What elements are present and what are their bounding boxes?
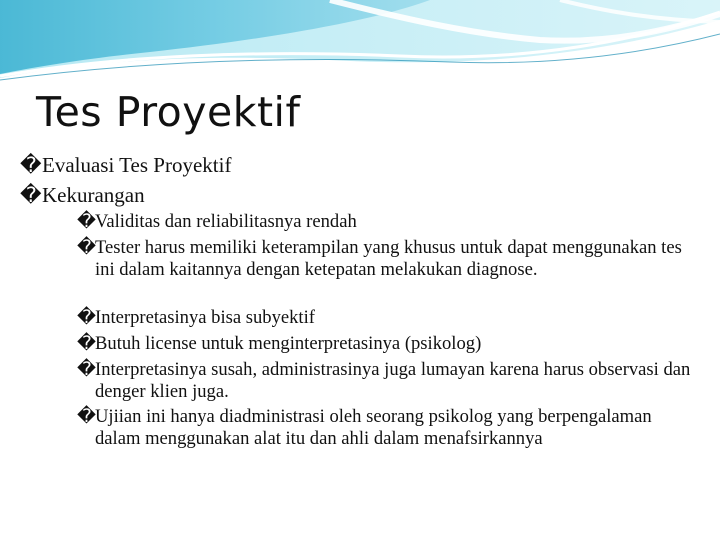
sub-list-item (77, 359, 697, 403)
sub-list-item-text: Tester harus memiliki keterampilan yang khusus untuk dapat menggunakan tes ini dalam kaitannya dengan ketepatan melakukan diagnose. (95, 237, 682, 280)
list-item (20, 183, 145, 207)
list-item-text: Kekurangan (42, 183, 145, 207)
list-item (20, 153, 231, 177)
sub-list-item-text: Interpretasinya susah, administrasinya juga lumayan karena harus observasi dan denger klien juga. (95, 359, 691, 402)
sub-bullet-icon: � (77, 359, 97, 380)
sub-list-item-text: Validitas dan reliabilitasnya rendah (95, 211, 357, 232)
sub-list-item (77, 237, 697, 281)
bullet-icon: � (20, 153, 42, 177)
list-item-text: Evaluasi Tes Proyektif (42, 153, 232, 177)
sub-bullet-icon: � (77, 211, 97, 232)
sub-list-item (77, 307, 697, 329)
sub-list-item-text: Interpretasinya bisa subyektif (95, 307, 315, 328)
sub-list-item (77, 211, 697, 233)
sub-list-item-text: Ujiian ini hanya diadministrasi oleh seorang psikolog yang berpengalaman dalam menggunakan alat itu dan ahli dalam menafsirkannya (95, 406, 652, 449)
sub-list-item (77, 333, 697, 355)
sub-list-item-text: Butuh license untuk menginterpretasinya (psikolog) (95, 333, 482, 354)
bullet-icon: � (20, 183, 42, 207)
slide-title: Tes Proyektif (36, 88, 301, 136)
header-wave-decoration (0, 0, 720, 95)
sub-bullet-icon: � (77, 237, 97, 258)
sub-list-item (77, 406, 697, 450)
sub-bullet-icon: � (77, 406, 97, 427)
sub-bullet-icon: � (77, 307, 97, 328)
sub-bullet-icon: � (77, 333, 97, 354)
